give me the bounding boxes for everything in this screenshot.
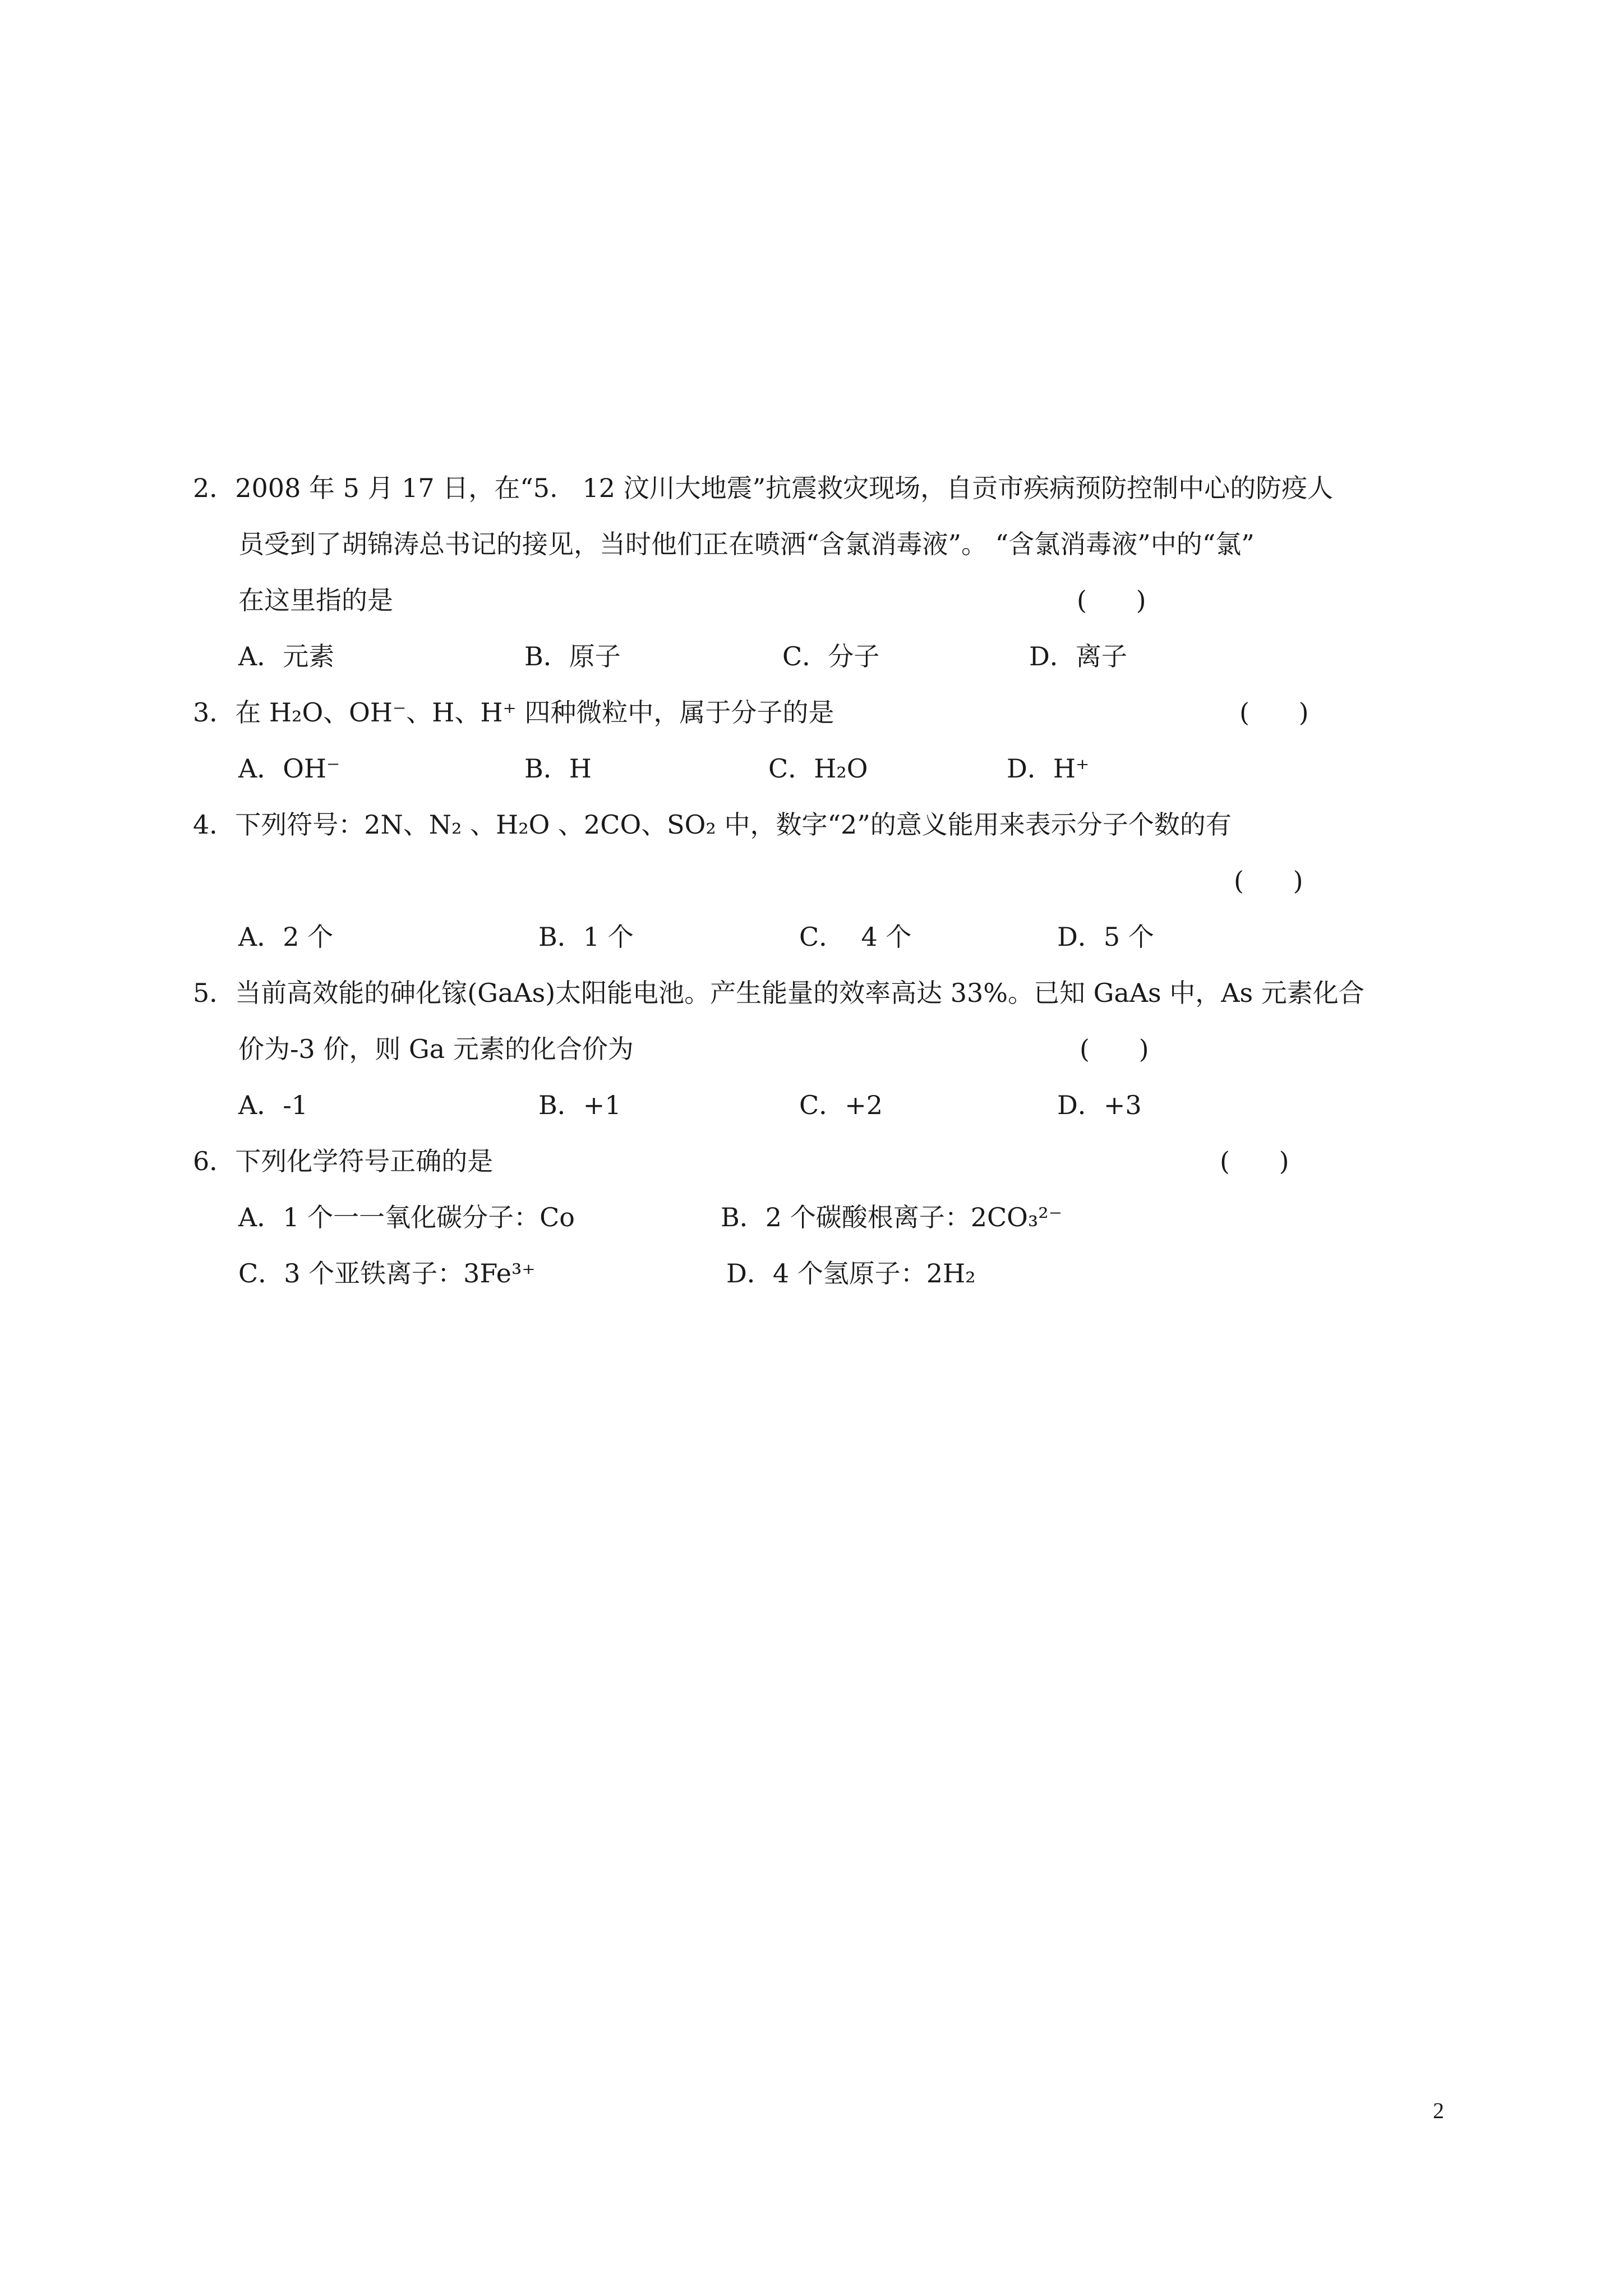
question-6-answer-bracket: ( )	[1220, 1146, 1289, 1176]
question-5-option-d: D．+3	[1057, 1090, 1142, 1120]
question-2-option-b: B．原子	[524, 641, 621, 671]
question-4-option-b: B．1 个	[538, 922, 634, 952]
question-5-answer-bracket: ( )	[1080, 1034, 1149, 1064]
question-2-option-d: D．离子	[1029, 641, 1127, 671]
question-5-stem-line-2: 价为-3 价，则 Ga 元素的化合价为	[238, 1034, 634, 1064]
question-6-stem: 6．下列化学符号正确的是	[193, 1146, 494, 1176]
question-2-stem-line-2: 员受到了胡锦涛总书记的接见，当时他们正在喷洒“含氯消毒液”。 “含氯消毒液”中的“氯”	[238, 529, 1255, 559]
question-5-option-b: B．+1	[538, 1090, 621, 1120]
question-5-stem-line-1: 5．当前高效能的砷化镓(GaAs)太阳能电池。产生能量的效率高达 33%。已知 GaAs 中，As 元素化合	[193, 978, 1364, 1008]
question-5-option-c: C．+2	[799, 1090, 883, 1120]
question-6-option-b: B．2 个碳酸根离子：2CO₃²⁻	[721, 1202, 1063, 1232]
question-3-option-a: A．OH⁻	[238, 753, 340, 784]
question-2-stem-line-3: 在这里指的是	[238, 585, 393, 615]
question-4-stem: 4．下列符号：2N、N₂ 、H₂O 、2CO、SO₂ 中，数字“2”的意义能用来表示分子个数的有	[193, 809, 1232, 840]
question-6-option-c: C．3 个亚铁离子：3Fe³⁺	[238, 1258, 536, 1289]
question-2-stem-line-1: 2．2008 年 5 月 17 日，在“5. 12 汶川大地震”抗震救灾现场，自贡市疾病预防控制中心的防疫人	[193, 473, 1334, 503]
question-4-option-a: A．2 个	[238, 922, 334, 952]
question-6-option-a: A．1 个一一氧化碳分子：Co	[238, 1202, 575, 1232]
question-3-option-c: C．H₂O	[768, 753, 868, 784]
question-2-answer-bracket: ( )	[1077, 585, 1146, 615]
question-4-option-c: C． 4 个	[799, 922, 912, 952]
question-5-option-a: A．-1	[238, 1090, 308, 1120]
question-3-option-d: D．H⁺	[1007, 753, 1090, 784]
question-4-option-d: D．5 个	[1057, 922, 1154, 952]
question-6-option-d: D．4 个氢原子：2H₂	[726, 1258, 976, 1289]
page-number: 2	[1433, 2098, 1444, 2123]
question-4-answer-bracket: ( )	[1234, 866, 1303, 896]
question-3-answer-bracket: ( )	[1239, 697, 1309, 728]
question-3-stem: 3．在 H₂O、OH⁻、H、H⁺ 四种微粒中，属于分子的是	[193, 697, 834, 728]
question-2-option-c: C．分子	[782, 641, 880, 671]
question-2-option-a: A．元素	[238, 641, 335, 671]
question-3-option-b: B．H	[524, 753, 592, 784]
